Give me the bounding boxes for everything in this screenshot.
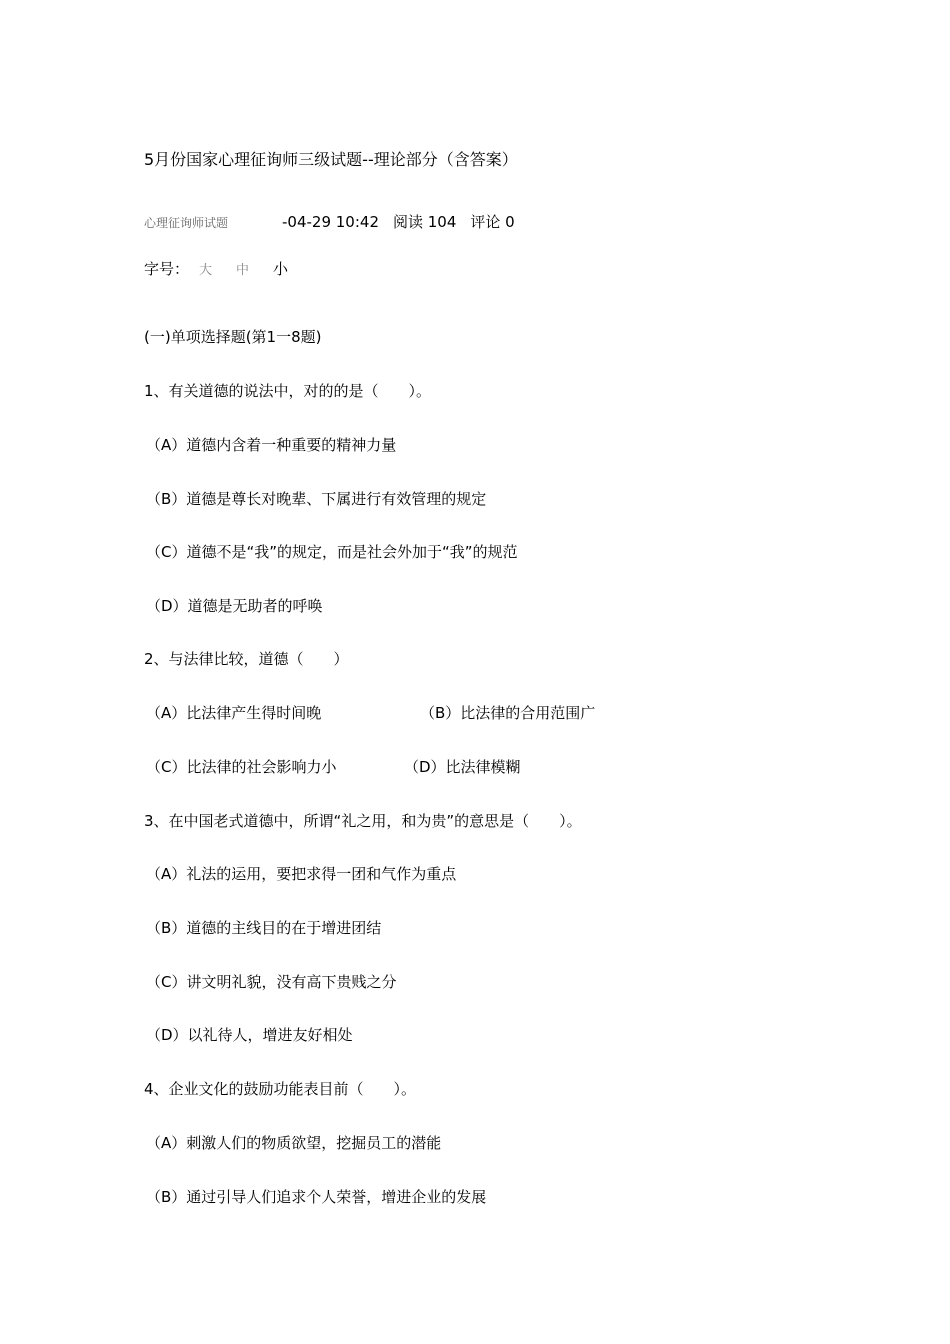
question-option: （D）比法律模糊: [404, 758, 521, 776]
question-option: （B）道德是尊长对晚辈、下属进行有效管理的规定: [146, 490, 487, 508]
publish-date: -04-29 10:42: [282, 213, 379, 231]
question-option: （B）比法律的合用范围广: [420, 704, 596, 722]
question-option: （C）讲文明礼貌，没有高下贵贱之分: [146, 973, 397, 991]
question-option: （B）通过引导人们追求个人荣誉，增进企业的发展: [146, 1188, 487, 1206]
section-header: (一)单项选择题(第1一8题): [144, 328, 322, 346]
question-option: （A）礼法的运用，要把求得一团和气作为重点: [146, 865, 457, 883]
font-size-small-button[interactable]: 小: [273, 260, 289, 278]
article-title: 5月份国家心理征询师三级试题--理论部分（含答案）: [144, 150, 518, 169]
font-size-large-button[interactable]: 大: [199, 263, 213, 278]
comment-count[interactable]: 评论 0: [470, 213, 515, 231]
question-option: （C）比法律的社会影响力小: [146, 758, 337, 776]
question-option: （D）道德是无助者的呼唤: [146, 597, 323, 615]
font-size-label: 字号：: [144, 260, 190, 278]
question-option: （C）道德不是“我”的规定，而是社会外加于“我”的规范: [146, 543, 518, 561]
question-option: （B）道德的主线目的在于增进团结: [146, 919, 382, 937]
question-stem: 4、企业文化的鼓励功能表目前（ ）。: [144, 1080, 417, 1098]
question-option: （A）刺激人们的物质欲望，挖掘员工的潜能: [146, 1134, 442, 1152]
question-stem: 3、在中国老式道德中，所谓“礼之用，和为贵”的意思是（ ）。: [144, 812, 582, 830]
read-count: 阅读 104: [393, 213, 457, 231]
font-size-selector: [144, 262, 302, 277]
question-option: （D）以礼待人，增进友好相处: [146, 1026, 353, 1044]
question-option: （A）道德内含着一种重要的精神力量: [146, 436, 397, 454]
category-link[interactable]: 心理征询师试题: [144, 216, 229, 230]
article-meta: [144, 215, 515, 230]
question-stem: 1、有关道德的说法中，对的的是（ ）。: [144, 382, 432, 400]
question-option: （A）比法律产生得时间晚: [146, 704, 322, 722]
question-stem: 2、与法律比较，道德（ ）: [144, 650, 349, 668]
font-size-medium-button[interactable]: 中: [236, 263, 250, 278]
